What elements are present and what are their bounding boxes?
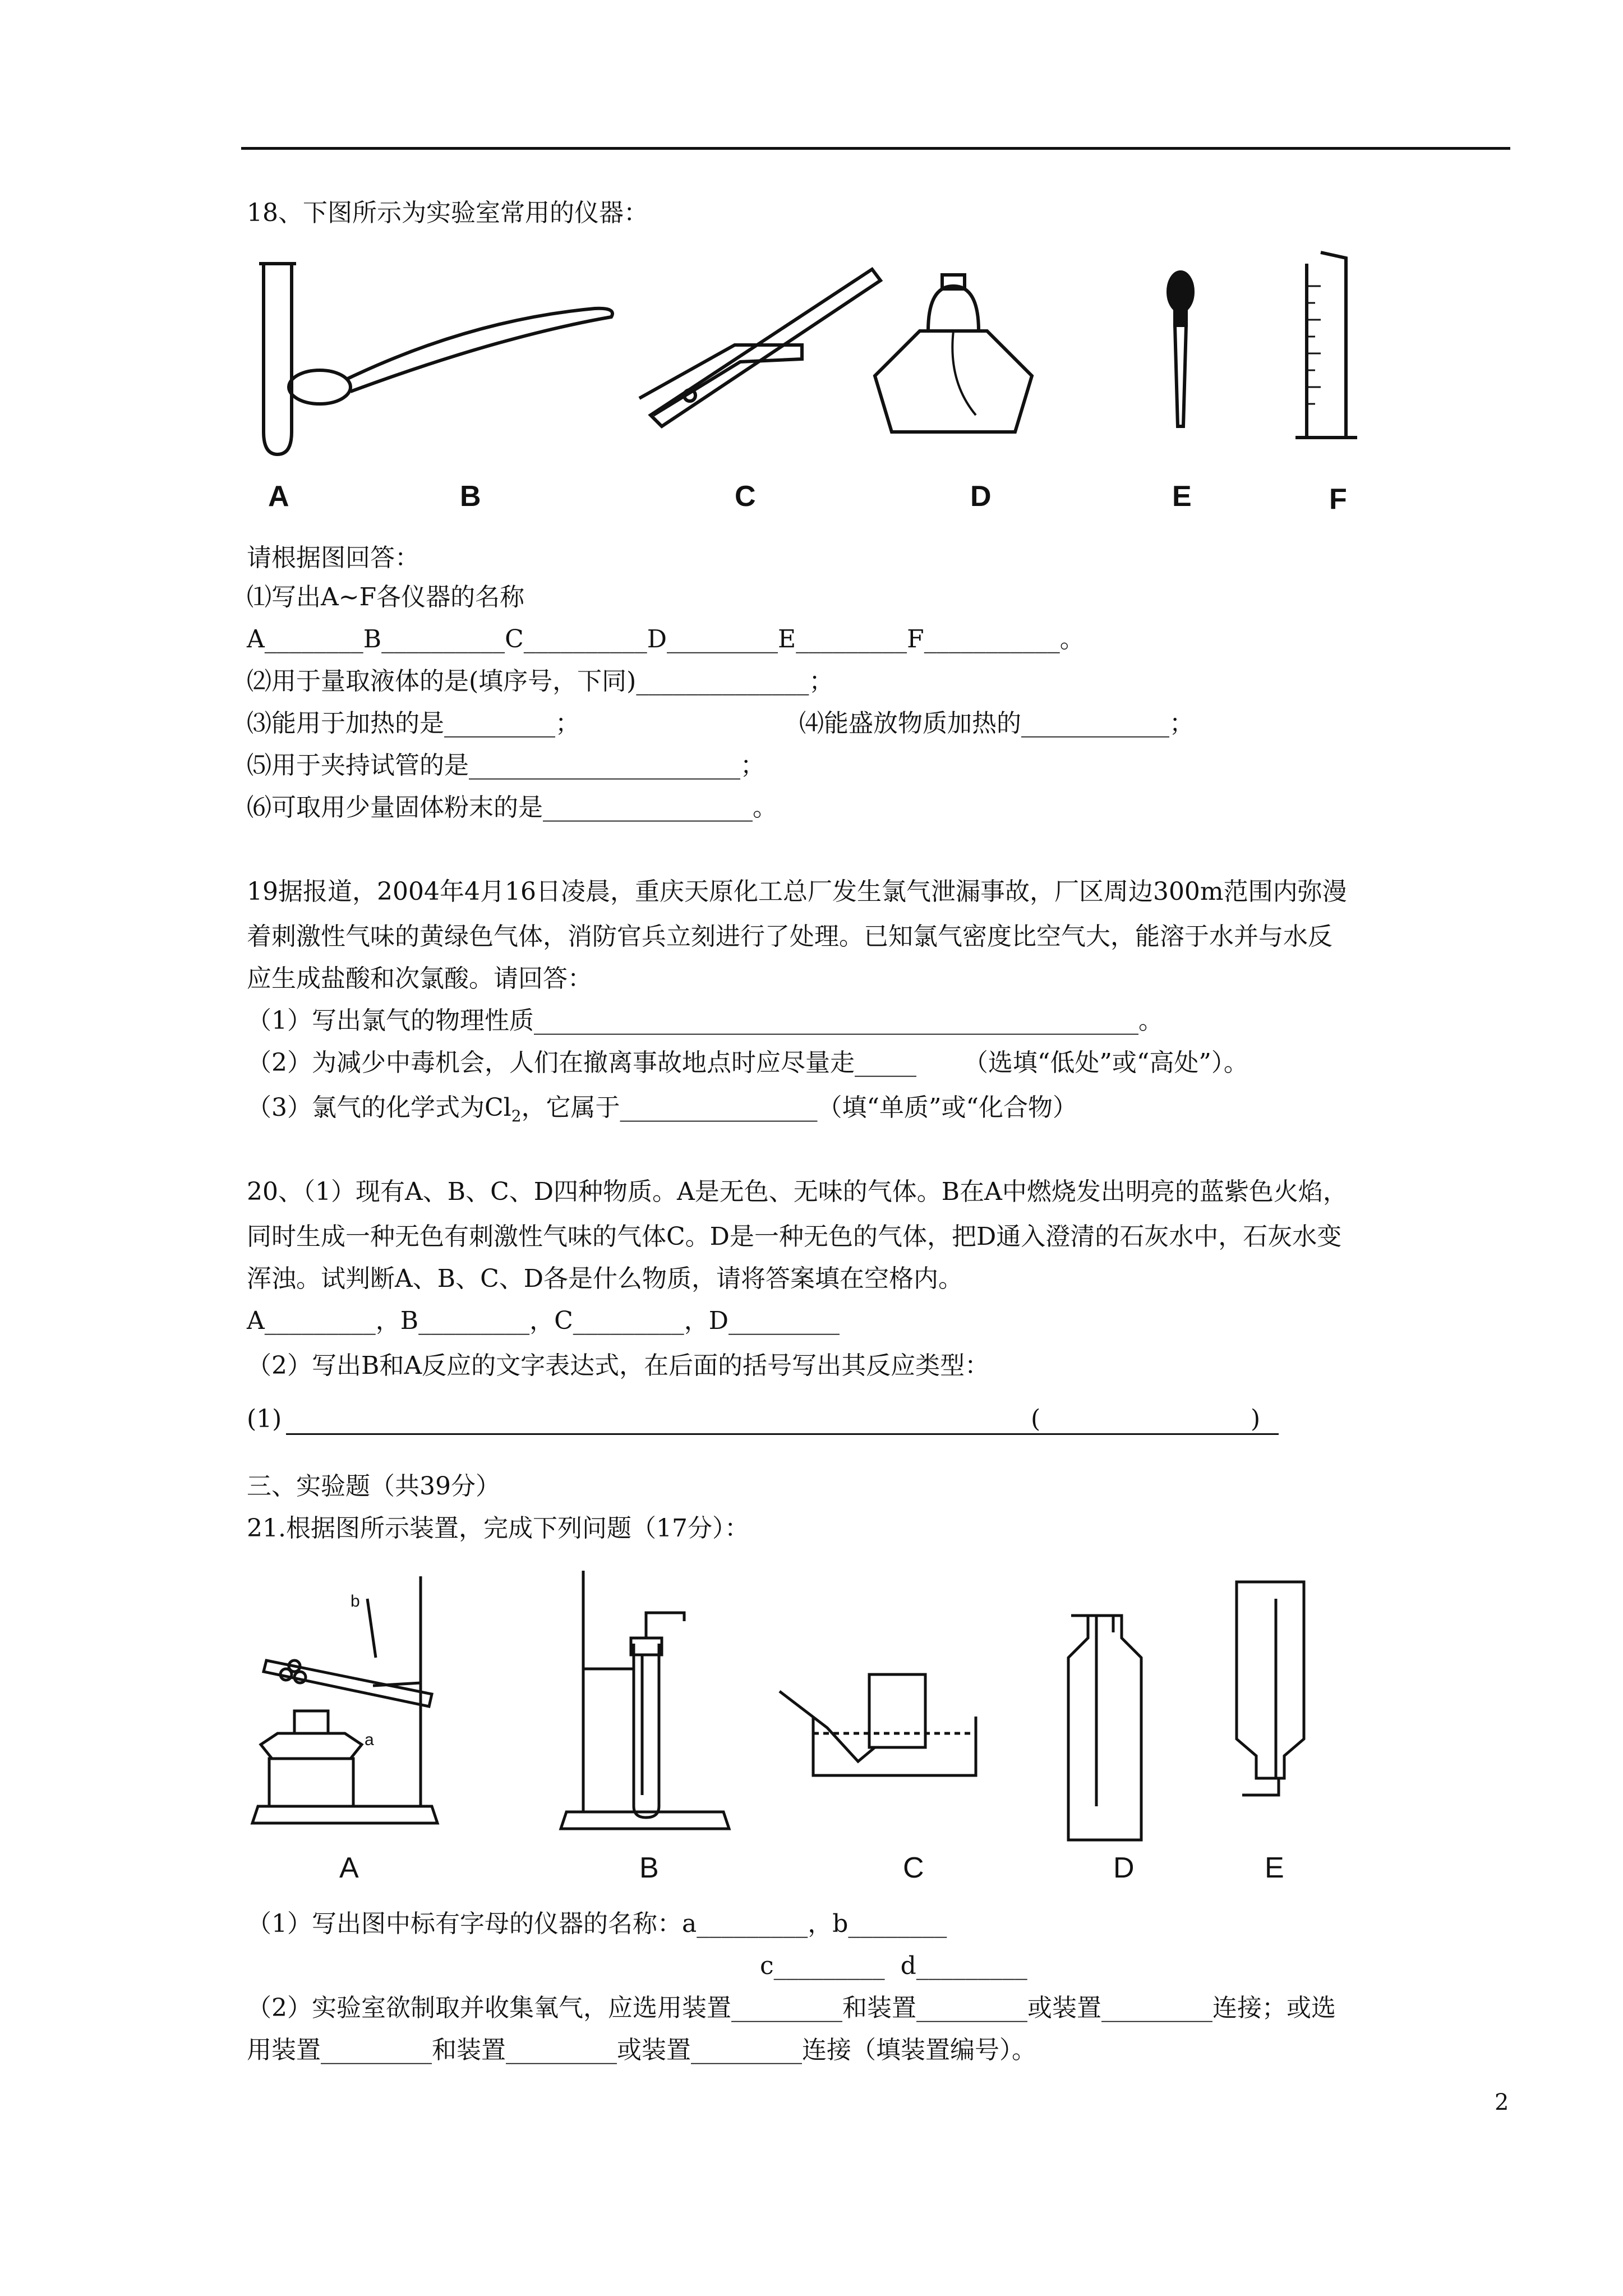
q19-sub2: （2）为减少中毒机会，人们在撤离事故地点时应尽量走_____ （选填“低处”或“高处”）。 (247, 1048, 1248, 1077)
alcohol-lamp-icon (875, 275, 1032, 432)
q21-sub1-cont: c_________ d_________ (760, 1952, 1027, 1980)
q19-line1: 19据报道，2004年4月16日凌晨，重庆天原化工总厂发生氯气泄漏事故，厂区周边300m范围内弥漫 (247, 877, 1347, 906)
gas-collecting-bottle-icon (1068, 1616, 1141, 1840)
q20-part2: （2）写出B和A反应的文字表达式，在后面的括号写出其反应类型： (247, 1351, 990, 1380)
q19-sub3 (247, 1091, 1077, 1133)
q18-part6: ⑹可取用少量固体粉末的是_________________。 (247, 793, 777, 822)
q19-sub1: （1）写出氯气的物理性质_________________________________________________。 (247, 1006, 1163, 1035)
q20-line2: 同时生成一种无色有刺激性气味的气体C。D是一种无色的气体，把D通入澄清的石灰水中，石灰水变 (247, 1222, 1342, 1251)
section3-title: 三、实验题（共39分） (247, 1472, 500, 1501)
q21-sub1: （1）写出图中标有字母的仪器的名称：a_________，b________ (247, 1910, 947, 1938)
q21-label-c: C (903, 1852, 924, 1884)
test-tube-with-stopper-icon (561, 1571, 729, 1829)
q18-part3: ⑶能用于加热的是_________； (247, 709, 580, 738)
q18-part5: ⑸用于夹持试管的是______________________； (247, 751, 765, 780)
q21-label-e: E (1265, 1852, 1284, 1884)
q21-apparatus-figure (247, 1559, 1340, 1851)
q20-line3: 浑浊。试判断A、B、C、D各是什么物质，请将答案填在空格内。 (247, 1264, 963, 1293)
q18-part1: ⑴写出A~F各仪器的名称 (247, 583, 525, 611)
q21-label-a: A (339, 1852, 359, 1884)
q20-blanks: A_________，B_________，C_________，D_________ (247, 1306, 840, 1335)
q18-part2: ⑵用于量取液体的是(填序号，下同)______________； (247, 667, 834, 696)
test-tube-icon (259, 264, 296, 454)
q21-sub2-line1: （2）实验室欲制取并收集氧气，应选用装置_________和装置_________或装置_________连接；或选 (247, 1994, 1336, 2022)
q21-mark-b: b (351, 1592, 360, 1611)
q18-label-f: F (1329, 483, 1347, 516)
q19-sub3-subscript: 2 (511, 1106, 522, 1125)
q19-line3: 应生成盐酸和次氯酸。请回答： (247, 964, 592, 993)
dropper-icon (1168, 272, 1193, 426)
q18-label-b: B (460, 480, 481, 513)
q21-title: 21.根据图所示装置，完成下列问题（17分）： (247, 1514, 749, 1543)
q20-answer-prefix: (1) (247, 1405, 282, 1433)
q18-part1-blanks: A________B__________C__________D_________E_________F___________。 (247, 625, 1085, 654)
q21-sub2-line2: 用装置_________和装置_________或装置_________连接（填装置编号）。 (247, 2036, 1036, 2064)
q21-mark-a: a (365, 1731, 374, 1749)
spatula-spoon-icon (289, 309, 612, 404)
graduated-cylinder-icon (1295, 252, 1357, 438)
q19-sub3-suffix: ，它属于________________（填“单质”或“化合物） (521, 1093, 1078, 1122)
q21-label-b: B (639, 1852, 659, 1884)
q18-label-e: E (1172, 480, 1192, 513)
q18-prompt: 请根据图回答： (247, 544, 419, 572)
inverted-bottle-icon (1237, 1582, 1304, 1795)
q18-title: 18、下图所示为实验室常用的仪器： (247, 199, 648, 227)
q20-paren-open: ( (1031, 1405, 1041, 1433)
q20-line1: 20、（1）现有A、B、C、D四种物质。A是无色、无味的气体。B在A中燃烧发出明亮的蓝紫色火焰， (247, 1177, 1348, 1206)
q20-paren-close: ) (1251, 1405, 1261, 1433)
q18-instruments-figure (247, 247, 1380, 522)
water-trough-collection-icon (780, 1674, 976, 1775)
q19-line2: 着刺激性气味的黄绿色气体，消防官兵立刻进行了处理。已知氯气密度比空气大，能溶于水并与水反 (247, 922, 1332, 951)
q18-label-c: C (735, 480, 756, 513)
page-number: 2 (1495, 2090, 1509, 2115)
q20-answer-line (286, 1433, 1279, 1435)
q18-label-a: A (268, 480, 289, 513)
heating-apparatus-icon (252, 1576, 437, 1823)
test-tube-holder-icon (639, 269, 880, 426)
q21-label-d: D (1113, 1852, 1135, 1884)
q18-label-d: D (970, 480, 992, 513)
q18-part4: ⑷能盛放物质加热的____________； (799, 709, 1194, 738)
header-rule (241, 147, 1510, 150)
q19-sub3-prefix: （3）氯气的化学式为Cl (247, 1093, 511, 1122)
